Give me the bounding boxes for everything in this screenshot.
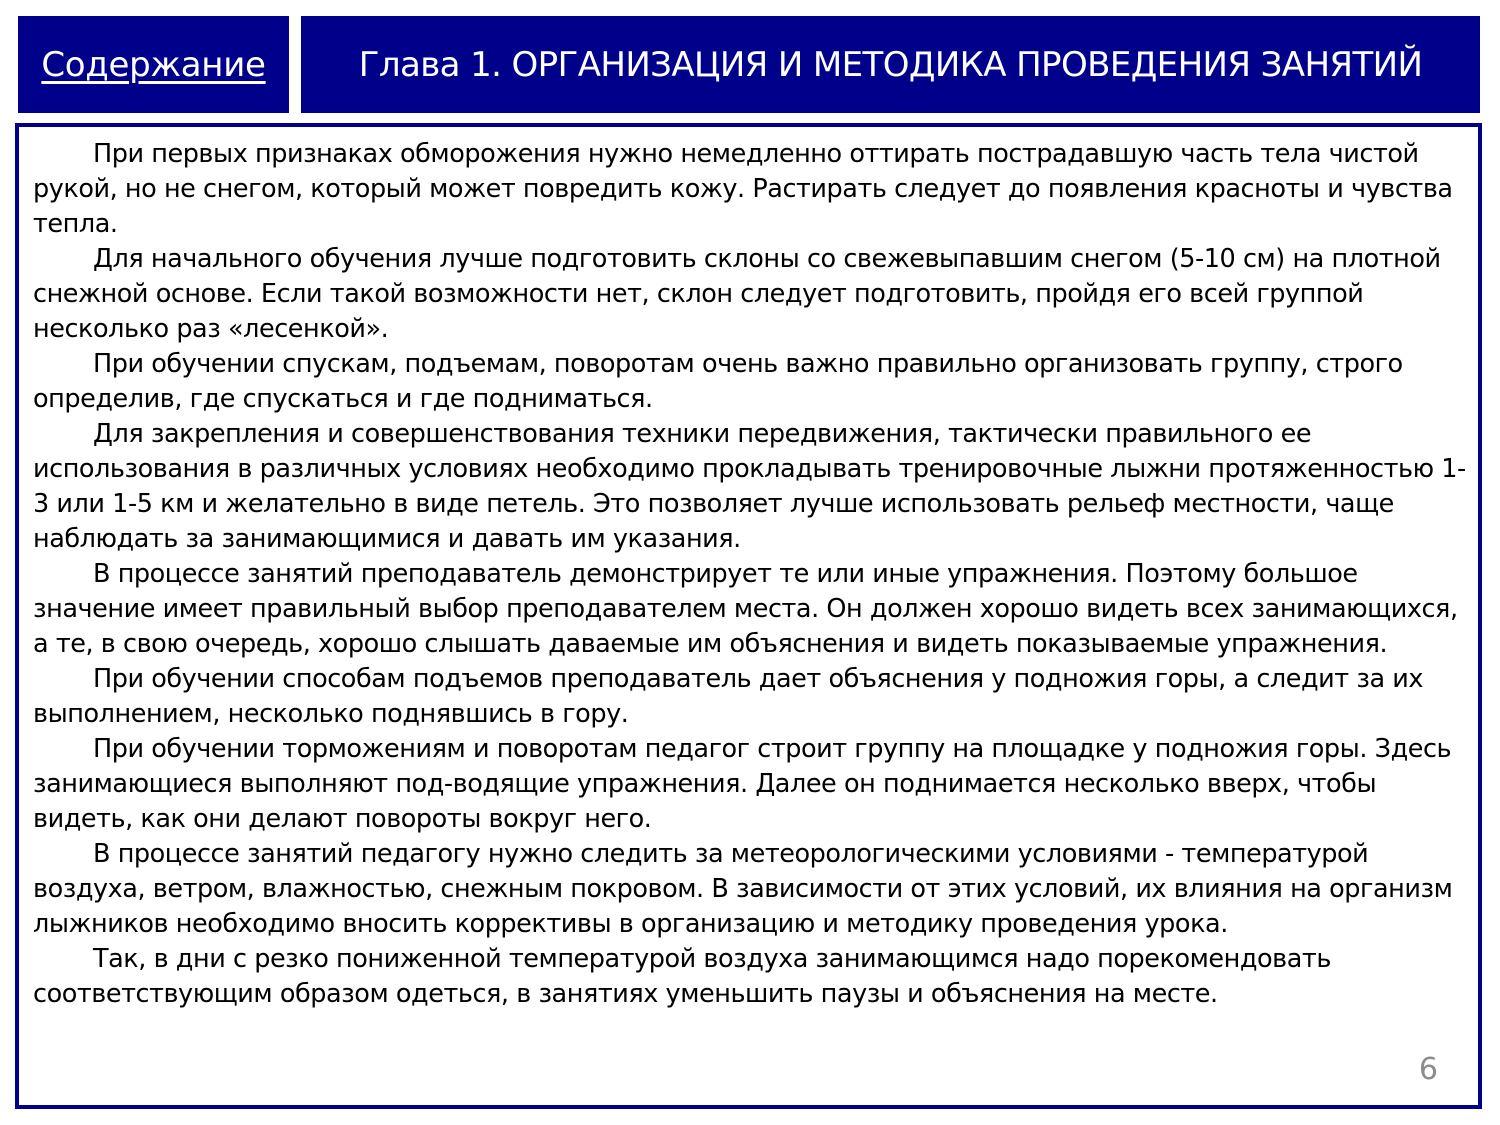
paragraph-1: При первых признаках обморожения нужно немедленно оттирать пострадавшую часть тела чистой рукой, но не снегом, который может повредить кожу. Растирать следует до появления красноты и чувства тепла. — [33, 139, 1453, 239]
paragraph-4: Для закрепления и совершенствования техники передвижения, тактически правильного ее использования в различных условиях необходимо прокладывать тренировочные лыжни протяженностью 1-3 или 1-5 км и желательно в виде петель. Это позволяет лучше использовать рельеф местности, чаще наблюдать за занимающимися и давать им указания. — [33, 419, 1466, 554]
paragraph-6: При обучении способам подъемов преподаватель дает объяснения у подножия горы, а следит за их выполнением, несколько поднявшись в гору. — [33, 664, 1424, 729]
toc-link[interactable]: Содержание — [41, 44, 266, 85]
page-number: 6 — [1418, 1052, 1438, 1087]
paragraph-3: При обучении спускам, подъемам, поворотам очень важно правильно организовать группу, строго определив, где спускаться и где подниматься. — [33, 349, 1403, 414]
content-frame — [15, 123, 1482, 1109]
paragraph-5: В процессе занятий преподаватель демонстрирует те или иные упражнения. Поэтому большое значение имеет правильный выбор преподавателем места. Он должен хорошо видеть всех занимающихся, а те, в свою очередь, хорошо слышать даваемые им объяснения и видеть показываемые упражнения. — [33, 559, 1458, 659]
paragraph-2: Для начального обучения лучше подготовить склоны со свежевыпавшим снегом (5-10 см) на плотной снежной основе. Если такой возможности нет, склон следует подготовить, пройдя его всей группой несколько раз «лесенкой». — [33, 244, 1441, 344]
paragraph-9: Так, в дни с резко пониженной температурой воздуха занимающимся надо порекомендовать соответствующим образом одеться, в занятиях уменьшить паузы и объяснения на месте. — [33, 944, 1331, 1009]
toc-header-box — [18, 16, 289, 113]
paragraph-8: В процессе занятий педагогу нужно следить за метеорологическими условиями - температурой воздуха, ветром, влажностью, снежным покровом. В зависимости от этих условий, их влияния на организм лыжников необходимо вносить коррективы в организацию и методику проведения урока. — [33, 839, 1453, 939]
body-text — [33, 137, 1473, 1012]
chapter-title: Глава 1. ОРГАНИЗАЦИЯ И МЕТОДИКА ПРОВЕДЕНИЯ ЗАНЯТИЙ — [358, 44, 1423, 85]
chapter-title-box — [301, 16, 1480, 113]
paragraph-7: При обучении торможениям и поворотам педагог строит группу на площадке у подножия горы. Здесь занимающиеся выполняют под-водящие упражнения. Далее он поднимается несколько вверх, чтобы видеть, как они делают повороты вокруг него. — [33, 734, 1452, 834]
